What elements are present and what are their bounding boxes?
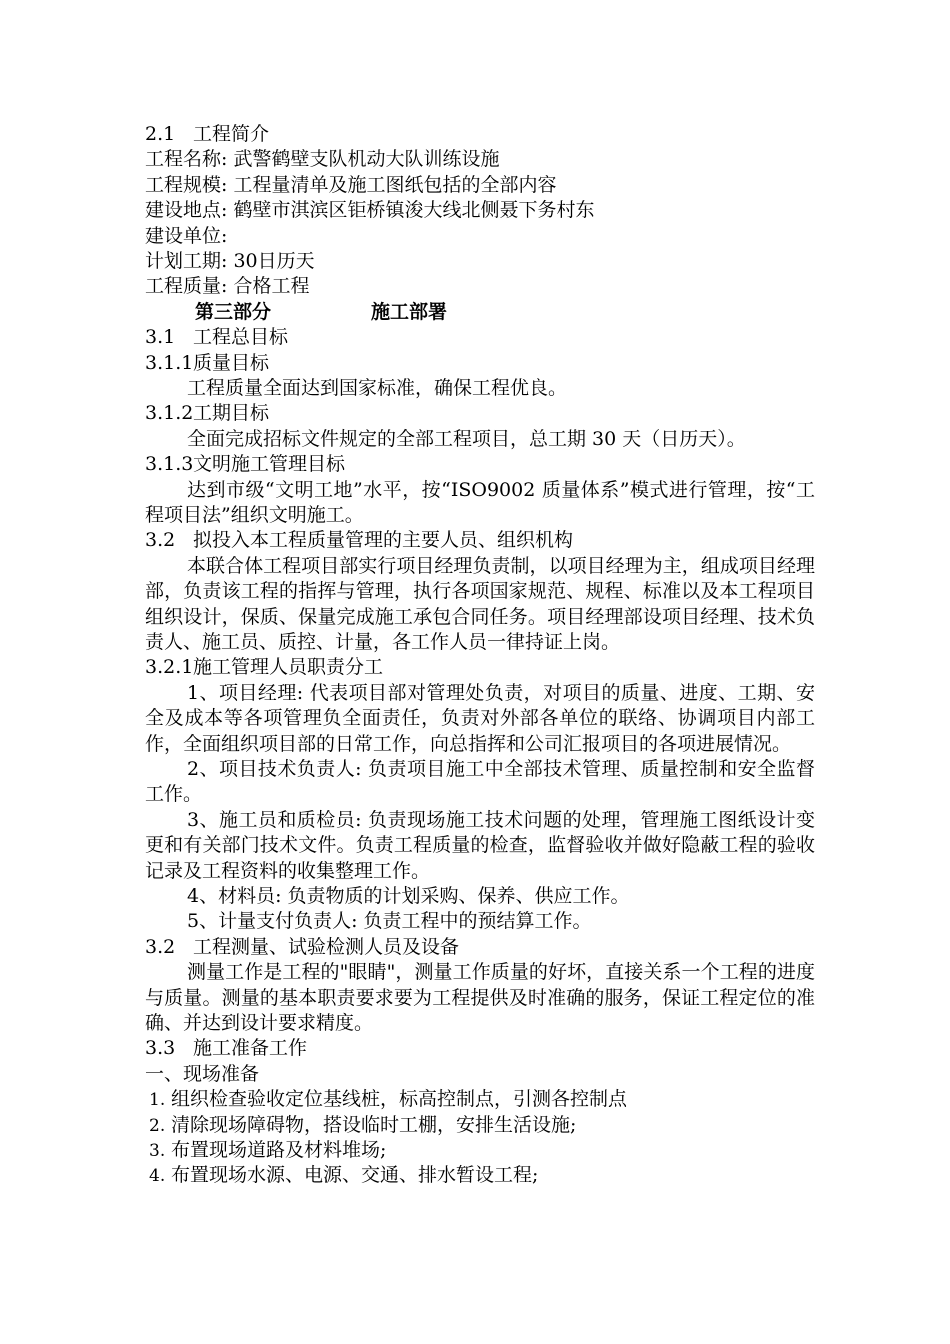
list-number: 3. [149, 1140, 166, 1161]
section-heading [145, 122, 815, 147]
section-heading [145, 655, 815, 680]
list-item [145, 1163, 815, 1188]
section-title: 文明施工管理目标 [193, 453, 346, 476]
section-title: 工程简介 [193, 123, 270, 145]
section-number: 3.1.3 [145, 453, 194, 476]
part-title [145, 300, 815, 325]
planned-duration-field: 计划工期: 30日历天 [145, 249, 315, 272]
part-title-left: 第三部分 [195, 300, 272, 323]
list-text: 清除现场障碍物，搭设临时工棚，安排生活设施; [171, 1113, 577, 1136]
paragraph: 工程质量全面达到国家标准，确保工程优良。 [187, 376, 568, 399]
section-heading [145, 325, 815, 350]
list-text: 布置现场水源、电源、交通、排水暂设工程; [171, 1164, 539, 1187]
paragraph: 达到市级“文明工地”水平，按“ISO9002 质量体系”模式进行管理，按“工程项目法”组织文明施工。 [145, 478, 815, 526]
duty-item: 1、项目经理: 代表项目部对管理处负责，对项目的质量、进度、工期、安全及成本等各项管理负全面责任，负责对外部各单位的联络、协调项目内部工作，全面组织项目部的日常工作，向总指挥和公司汇报项目的各项进展情况。 [145, 681, 815, 755]
document-page [145, 122, 815, 1189]
section-number: 2.1 [145, 123, 176, 145]
section-heading [145, 401, 815, 426]
section-number: 3.2 [145, 935, 176, 958]
project-scale-field: 工程规模: 工程量清单及施工图纸包括的全部内容 [145, 173, 557, 196]
list-item [145, 1138, 815, 1163]
section-number: 3.1 [145, 326, 176, 349]
section-heading [145, 351, 815, 376]
list-text: 组织检查验收定位基线桩，标高控制点，引测各控制点 [171, 1088, 628, 1111]
section-title: 施工准备工作 [193, 1037, 308, 1060]
section-number: 3.2.1 [145, 656, 194, 679]
list-text: 布置现场道路及材料堆场; [171, 1138, 387, 1161]
section-heading [145, 1036, 815, 1061]
section-title: 工期目标 [193, 402, 270, 425]
section-title: 拟投入本工程质量管理的主要人员、组织机构 [193, 529, 574, 552]
paragraph: 全面完成招标文件规定的全部工程项目，总工期 30 天（日历天）。 [187, 427, 746, 450]
project-name-field: 工程名称: 武警鹤壁支队机动大队训练设施 [145, 148, 500, 171]
duty-item: 2、项目技术负责人: 负责项目施工中全部技术管理、质量控制和安全监督工作。 [145, 757, 815, 806]
list-number: 4. [149, 1166, 166, 1187]
list-item [145, 1113, 815, 1138]
section-heading [145, 452, 815, 477]
section-number: 3.1.2 [145, 402, 194, 425]
part-title-right: 施工部署 [371, 300, 448, 323]
subsection-title: 一、现场准备 [145, 1062, 260, 1085]
duty-item: 5、计量支付负责人: 负责工程中的预结算工作。 [187, 910, 592, 933]
duty-item: 3、施工员和质检员: 负责现场施工技术问题的处理，管理施工图纸设计变更和有关部门技术文件。负责工程质量的检查，监督验收并做好隐蔽工程的验收记录及工程资料的收集整理工作。 [145, 808, 815, 882]
construction-unit-field: 建设单位: [145, 224, 228, 247]
section-title: 质量目标 [193, 351, 270, 374]
paragraph: 测量工作是工程的"眼睛"，测量工作质量的好坏，直接关系一个工程的进度与质量。测量的基本职责要求要为工程提供及时准确的服务，保证工程定位的准确、并达到设计要求精度。 [145, 961, 815, 1034]
section-heading [145, 935, 815, 960]
section-title: 工程测量、试验检测人员及设备 [193, 935, 460, 958]
project-quality-field: 工程质量: 合格工程 [145, 275, 310, 298]
duty-item: 4、材料员: 负责物质的计划采购、保养、供应工作。 [187, 884, 630, 907]
section-heading [145, 528, 815, 553]
section-number: 3.1.1 [145, 351, 194, 374]
section-title: 工程总目标 [193, 326, 289, 349]
section-number: 3.2 [145, 529, 176, 552]
section-number: 3.3 [145, 1037, 176, 1060]
section-title: 施工管理人员职责分工 [193, 656, 384, 679]
list-item [145, 1087, 815, 1112]
project-location-field: 建设地点: 鹤壁市淇滨区钜桥镇浚大线北侧聂下务村东 [145, 199, 595, 222]
paragraph: 本联合体工程项目部实行项目经理负责制，以项目经理为主，组成项目经理部，负责该工程的指挥与管理，执行各项国家规范、规程、标准以及本工程项目组织设计，保质、保量完成施工承包合同任务。项目经理部设项目经理、技术负责人、施工员、质控、计量，各工作人员一律持证上岗。 [145, 554, 815, 653]
list-number: 2. [149, 1115, 166, 1136]
list-number: 1. [149, 1090, 166, 1111]
